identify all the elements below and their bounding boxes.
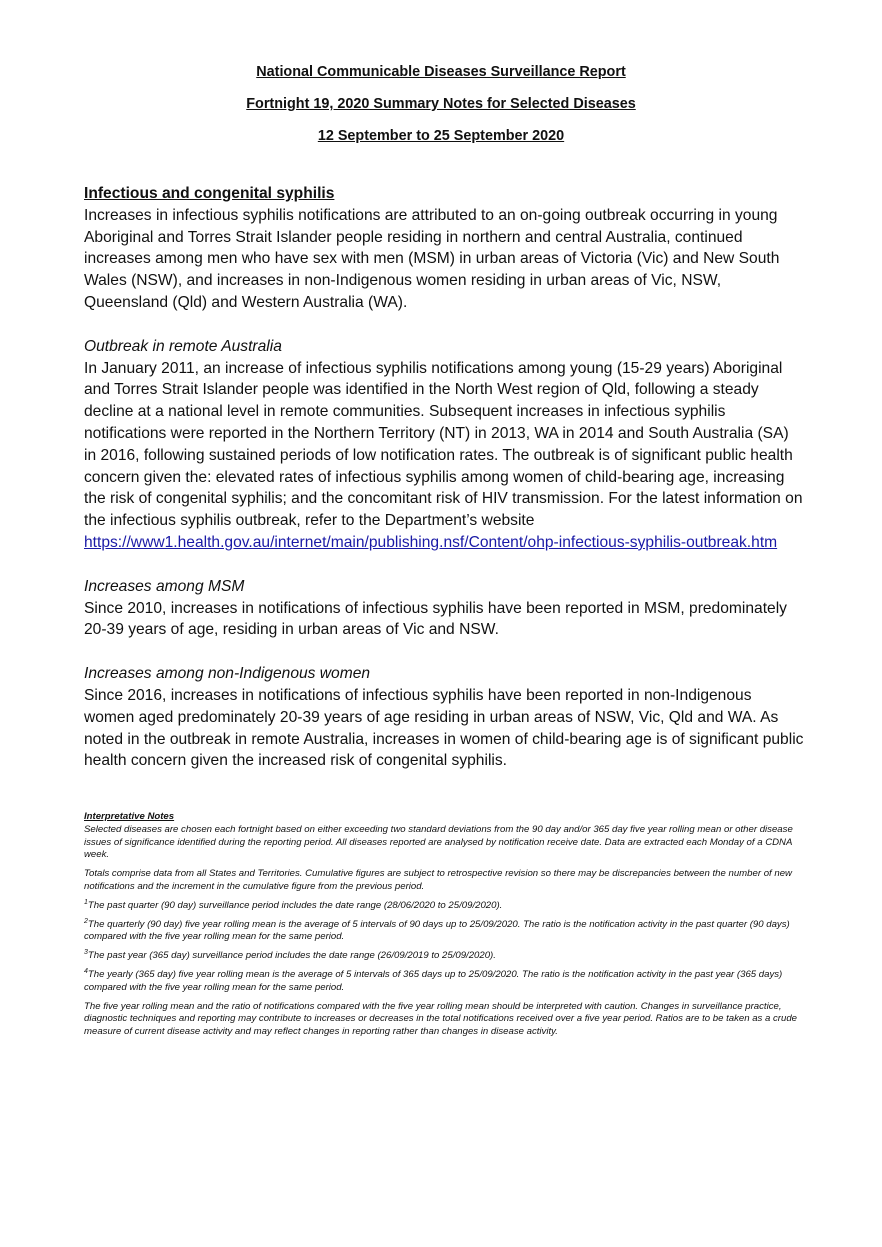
note-totals: Totals comprise data from all States and Territories. Cumulative figures are subject to retrospective revision so there may be discrepancies between the number of new notifications and the increment in the cumulative figure from the previous period.	[84, 868, 792, 892]
footnote-4-text: The yearly (365 day) five year rolling mean is the average of 5 intervals of 365 days up to 25/09/2020. The ratio is the notification activity in the past year (365 days) compared with the five year rolling mean for the same period.	[84, 968, 783, 993]
footnote-3-mark: 3	[84, 948, 88, 956]
note-caution: The five year rolling mean and the ratio of notifications compared with the five year rolling mean should be interpreted with caution. Changes in surveillance practice, diagnostic techniques and reporting may contribute to increases or decreases in the total notifications received over a five year period. Ratios are to be taken as a crude measure of current disease activity and may reflect changes in reporting rather than changes in disease activity.	[84, 1000, 798, 1038]
msm-paragraph: Since 2010, increases in notifications of infectious syphilis have been reported in MSM, predominately 20-39 years of age, residing in urban areas of Vic and NSW.	[84, 599, 787, 639]
main-content	[84, 183, 804, 772]
footnote-1-mark: 1	[84, 898, 88, 906]
note-selection: Selected diseases are chosen each fortnight based on either exceeding two standard deviations from the 90 day and/or 365 day five year rolling mean or other disease issues of significance identified during the reporting period. All diseases reported are analysed by notification receive date. Data are extracted each Monday of a CDNA week.	[84, 823, 793, 861]
msm-heading: Increases among MSM	[84, 577, 245, 595]
footnote-4	[84, 969, 804, 995]
notes-title: Interpretative Notes	[84, 811, 175, 822]
remote-outbreak-text: In January 2011, an increase of infectious syphilis notifications among young (15-29 years) Aboriginal and Torres Strait Islander people was identified in the North West region of Qld, following a steady decline at a national level in remote communities. Subsequent increases in infectious syphilis notifications were reported in the Northern Territory (NT) in 2013, WA in 2014 and South Australia (SA) in 2016, following sustained periods of low notification rates. The outbreak is of significant public health concern given the: elevated rates of infectious syphilis among women of child-bearing age, increasing the risk of congenital syphilis; and the concomitant risk of HIV transmission. For the latest information on the infectious syphilis outbreak, refer to the Department’s website	[84, 359, 803, 530]
intro-paragraph: Increases in infectious syphilis notifications are attributed to an on-going outbreak occurring in young Aboriginal and Torres Strait Islander people residing in northern and central Australia, continued increases among men who have sex with men (MSM) in urban areas of Victoria (Vic) and New South Wales (NSW), and increases in non-Indigenous women residing in urban areas of Vic, NSW, Queensland (Qld) and Western Australia (WA).	[84, 206, 780, 311]
department-website-link[interactable]: https://www1.health.gov.au/internet/main/publishing.nsf/Content/ohp-infectious-syphilis-outbreak.htm	[84, 533, 778, 551]
footnote-2	[84, 919, 804, 945]
report-date-range: 12 September to 25 September 2020	[317, 128, 565, 144]
report-title: National Communicable Diseases Surveillance Report	[256, 64, 626, 80]
women-heading: Increases among non-Indigenous women	[84, 665, 371, 683]
footnote-2-mark: 2	[84, 917, 88, 925]
footnote-3	[84, 950, 804, 963]
footnote-1	[84, 900, 804, 913]
footnote-1-text: The past quarter (90 day) surveillance period includes the date range (28/06/2020 to 25/09/2020).	[87, 899, 503, 911]
remote-outbreak-paragraph	[84, 358, 804, 554]
footnote-2-text: The quarterly (90 day) five year rolling mean is the average of 5 intervals of 90 days up to 25/09/2020. The ratio is the notification activity in the past quarter (90 days) compared with the five year rolling mean for the same period.	[84, 918, 790, 943]
section-title: Infectious and congenital syphilis	[84, 185, 335, 202]
women-paragraph: Since 2016, increases in notifications of infectious syphilis have been reported in non-Indigenous women aged predominately 20-39 years of age residing in urban areas of NSW, Vic, Qld and WA. As noted in the outbreak in remote Australia, increases in women of child-bearing age is of significant public health concern given the increased risk of congenital syphilis.	[84, 686, 804, 770]
report-header	[0, 64, 882, 160]
interpretative-notes	[84, 811, 804, 1045]
footnote-4-mark: 4	[84, 967, 88, 975]
footnote-3-text: The past year (365 day) surveillance period includes the date range (26/09/2019 to 25/09/2020).	[87, 950, 496, 962]
remote-outbreak-heading: Outbreak in remote Australia	[84, 337, 282, 355]
report-subtitle: Fortnight 19, 2020 Summary Notes for Selected Diseases	[246, 96, 636, 112]
